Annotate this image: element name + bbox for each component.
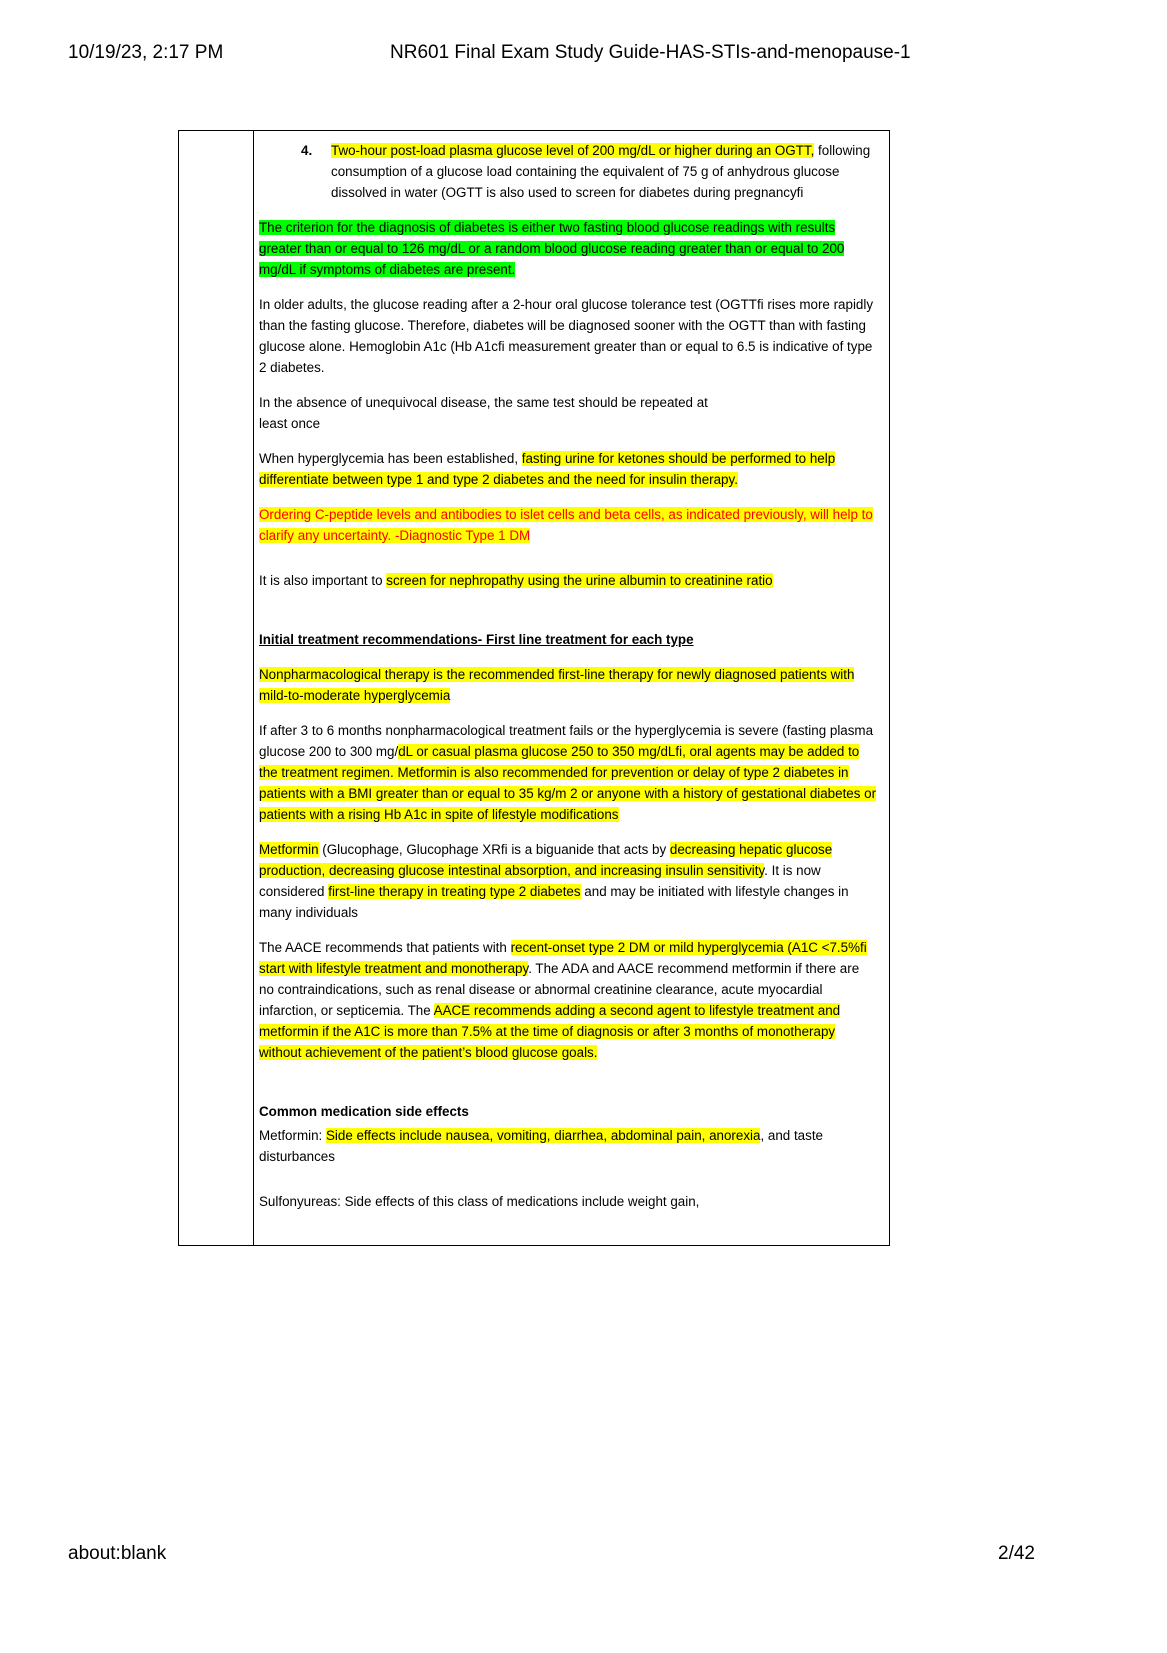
text-run: Metformin xyxy=(259,842,319,857)
text-run: recent-onset type 2 DM or mild hyperglycemia (A1C <7.5%fi start with lifestyle treatment and monotherapy xyxy=(259,940,867,976)
text-run: dL or casual plasma glucose 250 to 350 mg/dLfi, oral agents may be added to the treatment regimen. Metformin is also recommended for prevention or delay of type 2 diabetes in patients with a BMI greater than or equal to 35 kg/m 2 or anyone with a history of gestational diabetes or patients with a rising Hb A1c in spite of lifestyle modifications xyxy=(259,744,877,822)
nephropathy-paragraph xyxy=(259,570,877,591)
numbered-item-4 xyxy=(259,140,877,203)
text-run: Metformin: xyxy=(259,1128,326,1143)
metformin-side-effects-paragraph xyxy=(259,1125,877,1167)
aace-paragraph xyxy=(259,937,877,1063)
text-run: Side effects include nausea, vomiting, diarrhea, abdominal pain, anorexia xyxy=(325,1128,761,1143)
text-run: If after 3 to 6 months nonpharmacological treatment fails or the hyperglycemia is severe (fasting plasma glucose 200 to 300 mg/ xyxy=(259,723,874,759)
text-run: Nonpharmacological therapy is the recommended first-line therapy for newly diagnosed patients with mild-to-moderate hyperglycemia xyxy=(259,667,855,703)
c-peptide-paragraph xyxy=(259,504,877,546)
text-run: The criterion for the diagnosis of diabetes is either two fasting blood glucose readings with results greater than or equal to 126 mg/dL or a random blood glucose reading greater than or equal to 200 mg/dL if symptoms of diabetes are present. xyxy=(259,220,845,277)
text-run: . The ADA and AACE recommend metformin if there are no contraindications, such as renal disease or abnormal creatinine clearance, acute myocardial infarction, or septicemia. The xyxy=(259,961,860,1018)
footer-page-number: 2/42 xyxy=(998,1543,1035,1564)
repeat-test-paragraph xyxy=(259,392,877,434)
initial-treatment-heading xyxy=(259,629,877,650)
header-document-title: NR601 Final Exam Study Guide-HAS-STIs-and-menopause-1 xyxy=(390,42,911,63)
list-item-number: 4. xyxy=(301,143,313,158)
text-run: Ordering C-peptide levels and antibodies to islet cells and beta cells, as indicated previously, will help to clarify any uncertainty. -Diagnostic Type 1 DM xyxy=(259,507,873,543)
text-run: and may be initiated with lifestyle changes in many individuals xyxy=(259,884,849,920)
ketones-paragraph xyxy=(259,448,877,490)
text-run: decreasing hepatic glucose production, decreasing glucose intestinal absorption, and increasing insulin sensitivity xyxy=(259,842,833,878)
table-left-column xyxy=(179,131,254,1245)
sulfonyureas-paragraph xyxy=(259,1191,877,1212)
text-run: first-line therapy in treating type 2 diabetes xyxy=(328,884,581,899)
text-run: In older adults, the glucose reading after a 2-hour oral glucose tolerance test (OGTTfi rises more rapidly than the fasting glucose. Therefore, diabetes will be diagnosed sooner with the OGTT than with fasting glucose alone. Hemoglobin A1c (Hb A1cfi measurement greater than or equal to 6.5 is indicative of type 2 diabetes. xyxy=(259,297,874,375)
text-run: Common medication side effects xyxy=(259,1104,469,1119)
text-run: . It is now considered xyxy=(259,863,821,899)
text-run: following consumption of a glucose load containing the equivalent of 75 g of anhydrous glucose dissolved in water (OGTT is also used to screen for diabetes during pregnancyfi xyxy=(331,143,871,200)
header-datetime: 10/19/23, 2:17 PM xyxy=(68,42,224,63)
text-run: It is also important to xyxy=(259,573,387,588)
metformin-paragraph xyxy=(259,839,877,923)
text-run: Initial treatment recommendations- First line treatment for each type xyxy=(259,632,694,647)
document-body xyxy=(254,131,889,1245)
text-run: (Glucophage, Glucophage XRfi is a biguanide that acts by xyxy=(318,842,670,857)
footer-source-url: about:blank xyxy=(68,1543,167,1564)
older-adults-paragraph xyxy=(259,294,877,378)
nonpharmacological-paragraph xyxy=(259,664,877,706)
text-run: screen for nephropathy using the urine albumin to creatinine ratio xyxy=(386,573,773,588)
text-run: In the absence of unequivocal disease, the same test should be repeated at xyxy=(259,395,708,410)
text-run: AACE recommends adding a second agent to lifestyle treatment and metformin if the A1C is more than 7.5% at the time of diagnosis or after 3 months of monotherapy without achievement of the patient’s blood glucose goals. xyxy=(259,1003,841,1060)
text-run: least once xyxy=(259,416,321,431)
text-run: Two-hour post-load plasma glucose level of 200 mg/dL or higher during an OGTT, xyxy=(331,143,815,158)
diagnosis-criterion-paragraph xyxy=(259,217,877,280)
text-run: fasting urine for ketones should be performed to help differentiate between type 1 and type 2 diabetes and the need for insulin therapy. xyxy=(259,451,836,487)
text-run: , and taste disturbances xyxy=(259,1128,823,1164)
text-run: Sulfonyureas: Side effects of this class of medications include weight gain, xyxy=(259,1194,700,1209)
text-run: The AACE recommends that patients with xyxy=(259,940,511,955)
side-effects-heading xyxy=(259,1101,877,1122)
document-table xyxy=(178,130,890,1246)
oral-agents-paragraph xyxy=(259,720,877,825)
text-run: When hyperglycemia has been established, xyxy=(259,451,522,466)
